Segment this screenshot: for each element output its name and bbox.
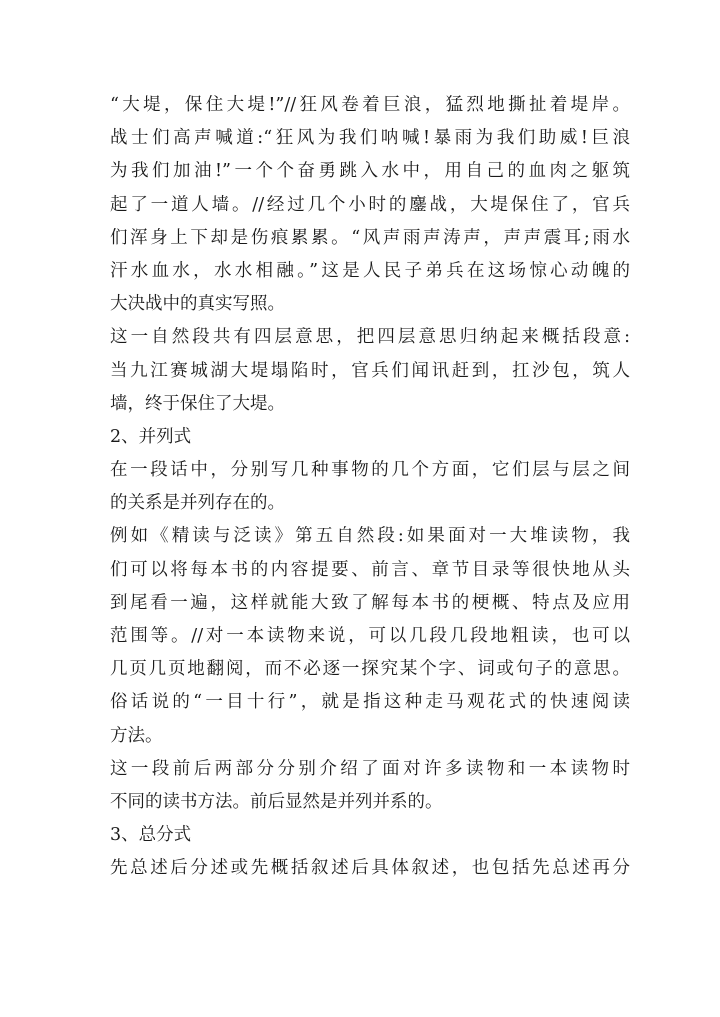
text-line: 先总述后分述或先概括叙述后具体叙述，也包括先总述再分: [110, 858, 630, 879]
text-line: 例如《精读与泛读》第五自然段:如果面对一大堆读物，我: [110, 526, 630, 547]
text-line: 的关系是并列存在的。: [110, 493, 285, 514]
text-line: 为我们加油!”一个个奋勇跳入水中，用自己的血肉之躯筑: [110, 161, 630, 182]
text-line: 在一段话中，分别写几种事物的几个方面，它们层与层之间: [110, 460, 630, 481]
text-line: 大决战中的真实写照。: [110, 294, 285, 315]
text-line: 们可以将每本书的内容提要、前言、章节目录等很快地从头: [110, 559, 630, 580]
text-line: 到尾看一遍，这样就能大致了解每本书的梗概、特点及应用: [110, 592, 630, 613]
section-heading-parallel: 2、并列式: [110, 426, 192, 447]
text-line: 汗水血水，水水相融。”这是人民子弟兵在这场惊心动魄的: [110, 260, 630, 281]
text-line: 墙，终于保住了大堤。: [110, 393, 285, 414]
text-line: 这一段前后两部分分别介绍了面对许多读物和一本读物时: [110, 758, 630, 779]
text-line: 几页几页地翻阅，而不必逐一探究某个字、词或句子的意思。: [110, 659, 630, 680]
text-line: 不同的读书方法。前后显然是并列并系的。: [110, 791, 443, 812]
text-line: “大堤，保住大堤!”//狂风卷着巨浪，猛烈地撕扯着堤岸。: [110, 95, 630, 115]
text-line: 们浑身上下却是伤痕累累。“风声雨声涛声，声声震耳;雨水: [110, 227, 630, 248]
text-line: 这一自然段共有四层意思，把四层意思归纳起来概括段意:: [110, 327, 630, 348]
section-heading-total-split: 3、总分式: [110, 825, 192, 846]
text-line: 俗话说的“一目十行”，就是指这种走马观花式的快速阅读: [110, 692, 630, 713]
text-line: 当九江赛城湖大堤塌陷时，官兵们闻讯赶到，扛沙包，筑人: [110, 360, 630, 381]
text-line: 方法。: [110, 725, 163, 746]
text-line: 范围等。//对一本读物来说，可以几段几段地粗读，也可以: [110, 626, 630, 646]
text-line: 起了一道人墙。//经过几个小时的鏖战，大堤保住了，官兵: [110, 194, 630, 215]
text-line: 战士们高声喊道:“狂风为我们呐喊!暴雨为我们助威!巨浪: [110, 128, 630, 149]
document-body: [110, 89, 630, 886]
